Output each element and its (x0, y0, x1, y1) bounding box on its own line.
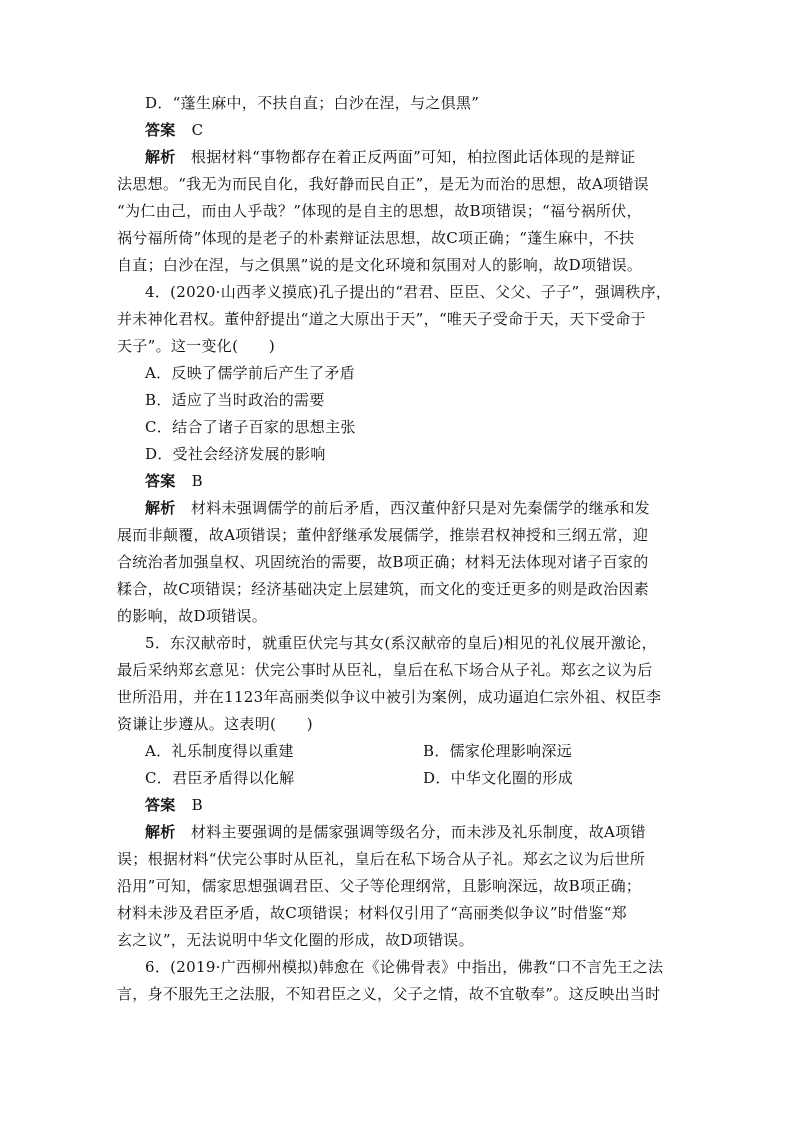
q4-analysis-line: 合统治者加强皇权、巩固统治的需要，故B项正确；材料无法体现对诸子百家的 (117, 553, 649, 571)
q4-answer (117, 468, 683, 495)
q3-option-d: D．“蓬生麻中，不扶自直；白沙在涅，与之俱黑” (145, 94, 480, 112)
q6-stem-line: 6．(2019·广西柳州模拟)韩愈在《论佛骨表》中指出，佛教“口不言先王之法 (145, 958, 664, 976)
q5-stem-line: 5．东汉献帝时，就重臣伏完与其女(系汉献帝的皇后)相见的礼仪展开激论， (145, 634, 657, 652)
answer-value: B (191, 796, 203, 814)
q6-stem-line: 言，身不服先王之法服，不知君臣之义，父子之情，故不宜敬奉”。这反映出当时 (117, 985, 661, 1003)
analysis-label: 解析 (145, 148, 176, 166)
q3-answer (117, 117, 683, 144)
answer-value: B (191, 472, 203, 490)
answer-label: 答案 (145, 472, 176, 490)
q5-option-d: D．中华文化圈的形成 (423, 769, 574, 787)
q4-option-c: C．结合了诸子百家的思想主张 (145, 418, 356, 436)
q4-option-d: D．受社会经济发展的影响 (145, 445, 326, 463)
q4-analysis-line: 的影响，故D项错误。 (117, 607, 268, 625)
q5-analysis-line: 解析 材料主要强调的是儒家强调等级名分，而未涉及礼乐制度，故A项错 (145, 823, 646, 841)
q5-option-b: B．儒家伦理影响深远 (423, 742, 573, 760)
q5-options-row (117, 765, 683, 792)
q5-analysis-line: 玄之议”，无法说明中华文化圈的形成，故D项错误。 (117, 931, 474, 949)
q5-option-c: C．君臣矛盾得以化解 (145, 769, 295, 787)
q5-stem-line: 最后采纳郑玄意见：伏完公事时从臣礼，皇后在私下场合从子礼。郑玄之议为后 (117, 661, 653, 679)
answer-label: 答案 (145, 796, 176, 814)
q3-analysis-line: 自直；白沙在涅，与之俱黑”说的是文化环境和氛围对人的影响，故D项错误。 (117, 256, 643, 274)
document-page (117, 90, 683, 1008)
q5-option-a: A．礼乐制度得以重建 (145, 742, 294, 760)
q3-analysis-line: 祸兮福所倚”体现的是老子的朴素辩证法思想，故C项正确；“蓬生麻中，不扶 (117, 229, 635, 247)
q4-analysis-line: 展而非颠覆，故A项错误；董仲舒继承发展儒学，推崇君权神授和三纲五常，迎 (117, 526, 649, 544)
q5-stem-line: 资谦让步遵从。这表明( ) (117, 715, 313, 733)
q4-option-b: B．适应了当时政治的需要 (145, 391, 325, 409)
q4-stem-line: 天子”。这一变化( ) (117, 337, 275, 355)
q5-options-row (117, 738, 683, 765)
q5-analysis-line: 误；根据材料“伏完公事时从臣礼，皇后在私下场合从子礼。郑玄之议为后世所 (117, 850, 646, 868)
q4-analysis-line: 糅合，故C项错误；经济基础决定上层建筑，而文化的变迁更多的则是政治因素 (117, 580, 649, 598)
analysis-label: 解析 (145, 823, 176, 841)
q5-analysis-line: 材料未涉及君臣矛盾，故C项错误；材料仅引用了“高丽类似争议”时借鉴“郑 (117, 904, 627, 922)
q5-analysis-line: 沿用”可知，儒家思想强调君臣、父子等伦理纲常，且影响深远，故B项正确； (117, 877, 642, 895)
q3-analysis-line: 解析 根据材料“事物都存在着正反两面”可知，柏拉图此话体现的是辩证 (145, 148, 636, 166)
q5-answer (117, 792, 683, 819)
answer-value: C (191, 121, 204, 139)
q3-analysis-line: 法思想。“我无为而民自化，我好静而民自正”，是无为而治的思想，故A项错误 (117, 175, 649, 193)
q4-option-a: A．反映了儒学前后产生了矛盾 (145, 364, 356, 382)
q3-analysis-line: “为仁由己，而由人乎哉？”体现的是自主的思想，故B项错误；“福兮祸所伏， (117, 202, 642, 220)
analysis-label: 解析 (145, 499, 176, 517)
q4-analysis-line: 解析 材料未强调儒学的前后矛盾，西汉董仲舒只是对先秦儒学的继承和发 (145, 499, 650, 517)
answer-label: 答案 (145, 121, 176, 139)
q4-stem-line: 4．(2020·山西孝义摸底)孔子提出的“君君、臣臣、父父、子子”，强调秩序， (145, 283, 672, 301)
q4-stem-line: 并未神化君权。董仲舒提出“道之大原出于天”，“唯天子受命于天，天下受命于 (117, 310, 646, 328)
q5-stem-line: 世所沿用，并在1123年高丽类似争议中被引为案例，成功逼迫仁宗外祖、权臣李 (117, 688, 662, 706)
